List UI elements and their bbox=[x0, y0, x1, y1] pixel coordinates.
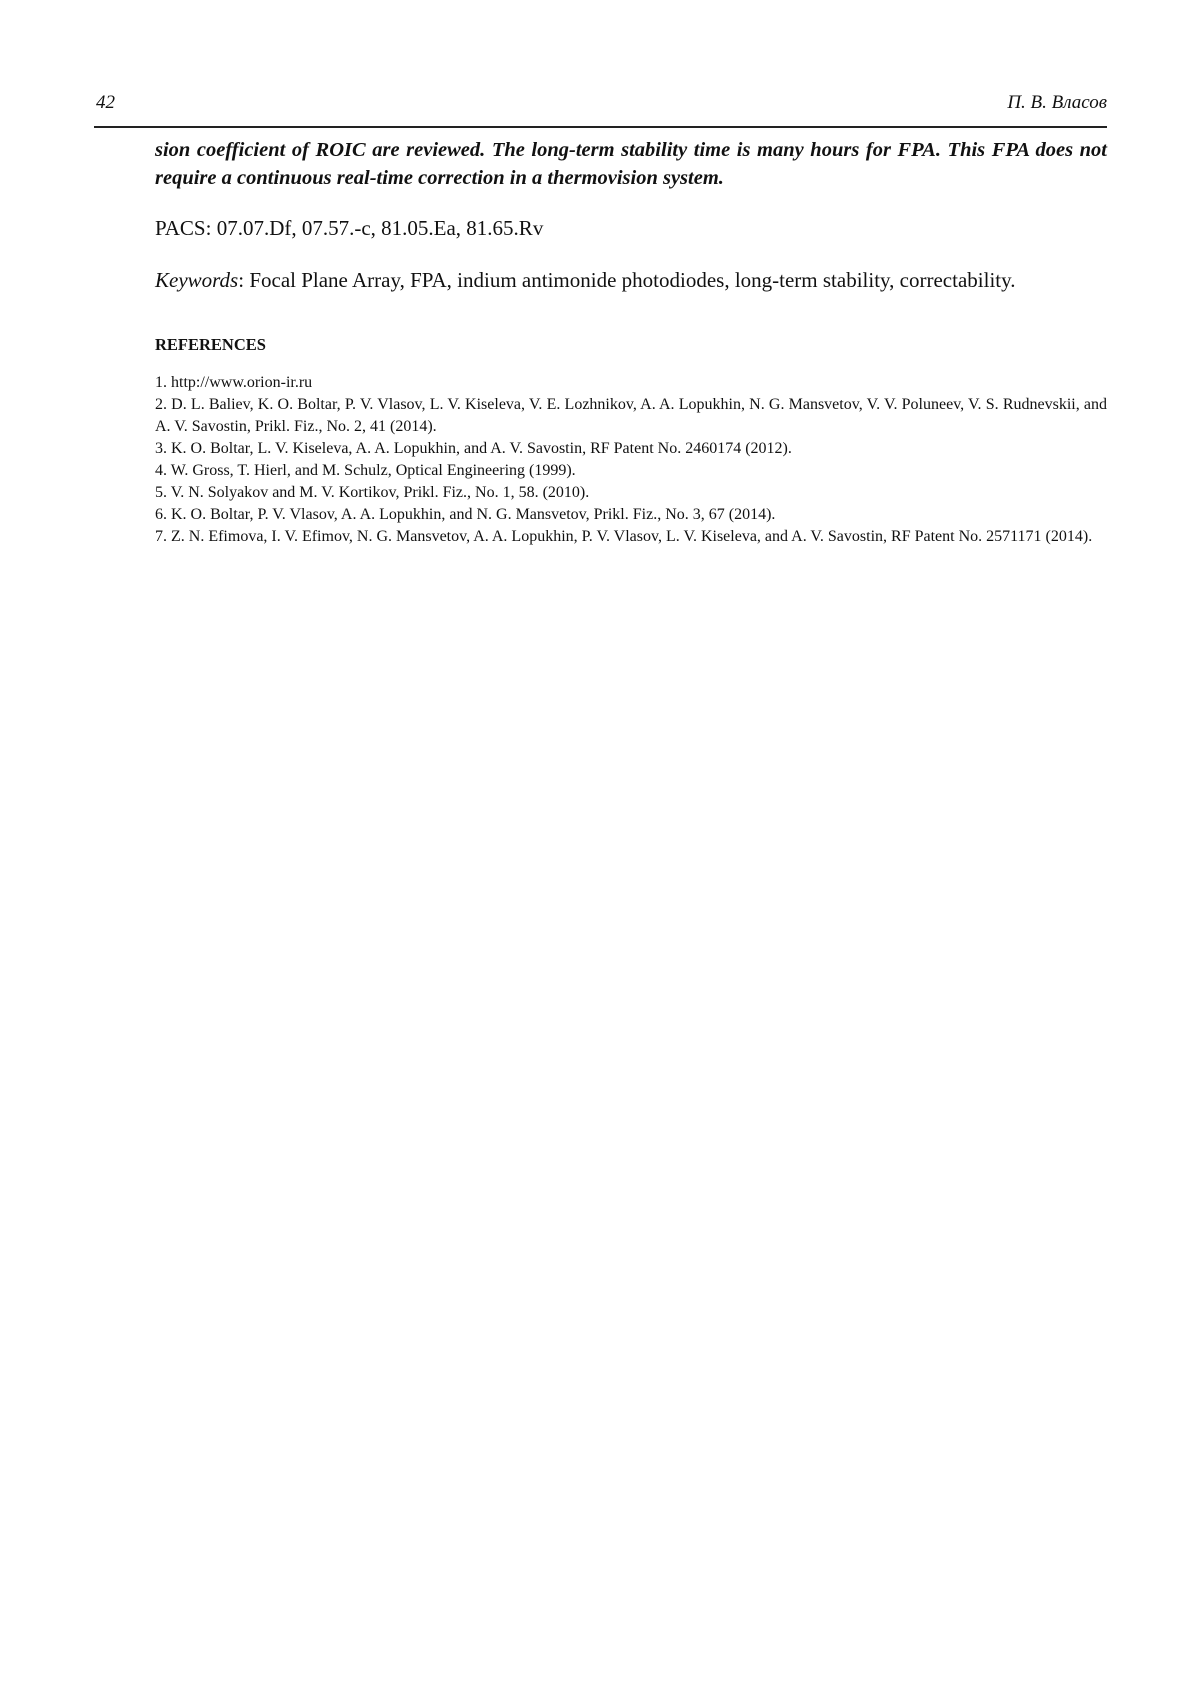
pacs-codes: PACS: 07.07.Df, 07.57.-c, 81.05.Ea, 81.65.Rv bbox=[155, 216, 544, 240]
page-number: 42 bbox=[96, 92, 115, 113]
header-rule bbox=[94, 126, 1107, 128]
page-content bbox=[155, 136, 1107, 548]
reference-item: 3. K. O. Boltar, L. V. Kiseleva, A. A. Lopukhin, and A. V. Savostin, RF Patent No. 2460174 (2012). bbox=[155, 440, 792, 457]
reference-item: 1. http://www.orion-ir.ru bbox=[155, 374, 313, 391]
reference-item: 4. W. Gross, T. Hierl, and M. Schulz, Optical Engineering (1999). bbox=[155, 462, 576, 479]
reference-item: 6. K. O. Boltar, P. V. Vlasov, A. A. Lopukhin, and N. G. Mansvetov, Prikl. Fiz., No. 3, 67 (2014). bbox=[155, 506, 776, 523]
reference-item: 5. V. N. Solyakov and M. V. Kortikov, Prikl. Fiz., No. 1, 58. (2010). bbox=[155, 484, 590, 501]
keywords bbox=[155, 266, 1107, 294]
references-list bbox=[155, 372, 1107, 548]
keywords-text: : Focal Plane Array, FPA, indium antimonide photodiodes, long-term stability, correctability. bbox=[238, 268, 1016, 292]
reference-item: 2. D. L. Baliev, K. O. Boltar, P. V. Vlasov, L. V. Kiseleva, V. E. Lozhnikov, A. A. Lopukhin, N. G. Mansvetov, V. V. Poluneev, V. S. Rudnevskii, and A. V. Savostin, Prikl. Fiz., No. 2, 41 (2014). bbox=[155, 396, 1107, 435]
keywords-label: Keywords bbox=[155, 268, 239, 292]
abstract-text: sion coefficient of ROIC are reviewed. The long-term stability time is many hours for FPA. This FPA does not require a continuous real-time correction in a thermovision system. bbox=[155, 139, 1107, 189]
running-head: П. В. Власов bbox=[1007, 92, 1107, 113]
references-heading: REFERENCES bbox=[155, 335, 266, 354]
reference-item: 7. Z. N. Efimova, I. V. Efimov, N. G. Mansvetov, A. A. Lopukhin, P. V. Vlasov, L. V. Kiseleva, and A. V. Savostin, RF Patent No. 2571171 (2014). bbox=[155, 528, 1093, 545]
